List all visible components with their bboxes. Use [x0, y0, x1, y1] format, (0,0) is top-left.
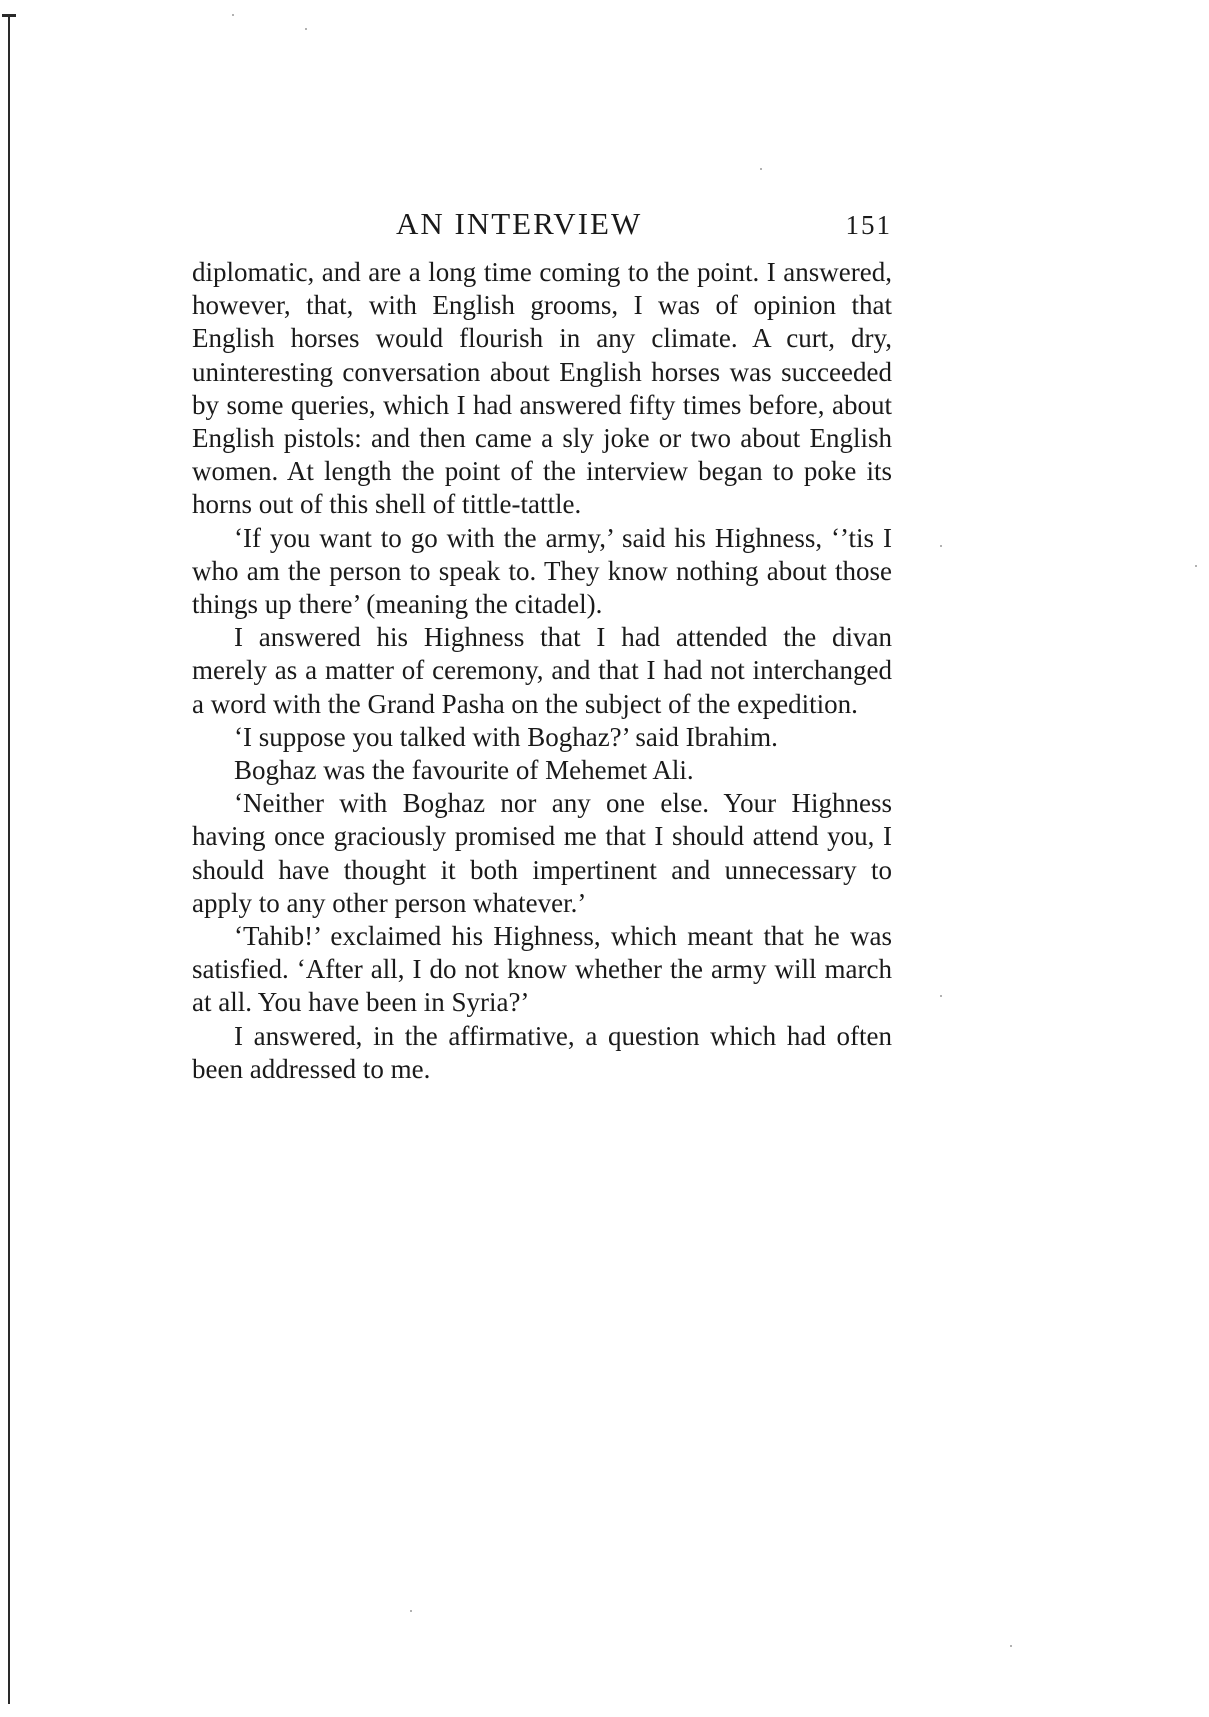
paper-speck: [760, 168, 762, 170]
paper-speck: [940, 545, 942, 547]
paragraph: I answered his Highness that I had attended the divan merely as a matter of ceremony, and that I had not interchanged a word with the Grand Pasha on the subject of the expedition.: [192, 622, 892, 719]
paragraph: Boghaz was the favourite of Mehemet Ali.: [234, 755, 694, 786]
paragraph: ‘Neither with Boghaz nor any one else. Your Highness having once graciously promised me that I should attend you, I should have thought it both impertinent and unnecessary to apply to any other person whatever.’: [192, 788, 892, 918]
paragraph: ‘I suppose you talked with Boghaz?’ said Ibrahim.: [234, 721, 778, 752]
running-head-title: AN INTERVIEW: [396, 206, 643, 241]
paragraph: ‘Tahib!’ exclaimed his Highness, which meant that he was satisfied. ‘After all, I do not know whether the army will march at all. You have been in Syria?’: [192, 921, 892, 1018]
paragraph: diplomatic, and are a long time coming to the point. I answered, however, that, with English grooms, I was of opinion that English horses would flourish in any climate. A curt, dry, uninteresting conversation about English horses was succeeded by some queries, which I had answered fifty times before, about English pistols: and then came a sly joke or two about English women. At length the point of the interview began to poke its horns out of this shell of tittle-tattle.: [192, 257, 892, 520]
paragraph: I answered, in the affirmative, a question which had often been addressed to me.: [192, 1020, 892, 1084]
paper-speck: [410, 1610, 412, 1612]
running-head: [192, 206, 892, 246]
paper-speck: [232, 14, 234, 16]
paper-speck: [1195, 565, 1197, 567]
page-binding-edge: [8, 14, 10, 1704]
paper-speck: [305, 28, 307, 30]
paragraph: ‘If you want to go with the army,’ said his Highness, ‘’tis I who am the person to speak to. They know nothing about those things up there’ (meaning the citadel).: [192, 522, 892, 620]
paper-speck: [1010, 1645, 1012, 1647]
page-number: 151: [845, 210, 892, 240]
binding-corner-mark: [2, 14, 16, 17]
paper-speck: [940, 995, 942, 997]
book-page: [192, 206, 892, 1086]
